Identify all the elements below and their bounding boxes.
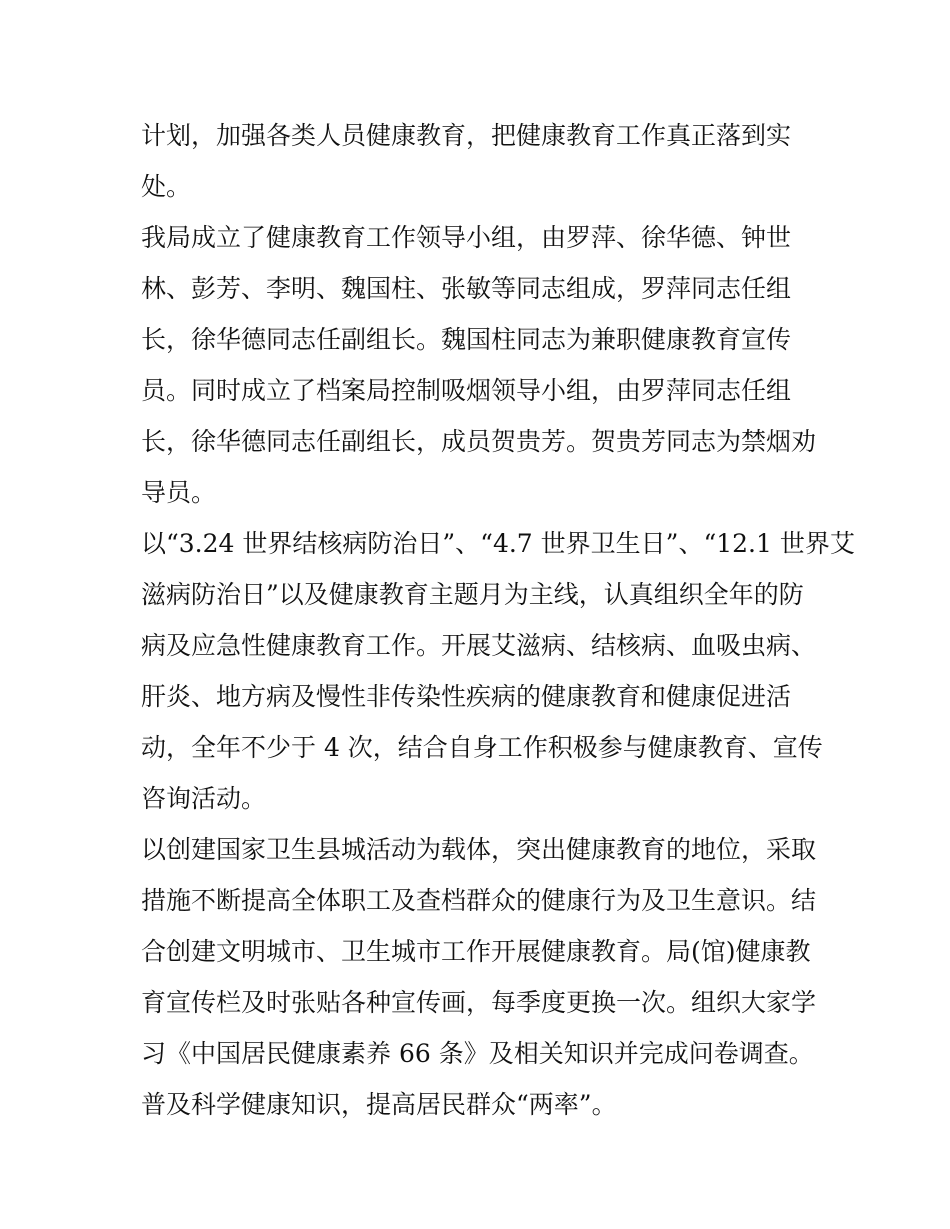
- text-line: 肝炎、地方病及慢性非传染性疾病的健康教育和健康促进活: [141, 682, 792, 711]
- text-line: 动，全年不少于 4 次，结合自身工作积极参与健康教育、宣传: [141, 733, 823, 762]
- text-line: 我局成立了健康教育工作领导小组，由罗萍、徐华德、钟世: [141, 223, 792, 252]
- text-line: 以创建国家卫生县城活动为载体，突出健康教育的地位，采取: [141, 835, 817, 864]
- text-line: 育宣传栏及时张贴各种宣传画，每季度更换一次。组织大家学: [141, 988, 817, 1017]
- text-line: 滋病防治日”以及健康教育主题月为主线，认真组织全年的防: [141, 580, 804, 609]
- text-line: 咨询活动。: [141, 784, 267, 813]
- text-line: 合创建文明城市、卫生城市工作开展健康教育。局(馆)健康教: [141, 937, 811, 966]
- text-line: 导员。: [141, 478, 217, 507]
- text-line: 员。同时成立了档案局控制吸烟领导小组，由罗萍同志任组: [141, 376, 792, 405]
- paragraph-3: [141, 518, 855, 824]
- text-line: 措施不断提高全体职工及查档群众的健康行为及卫生意识。结: [141, 886, 817, 915]
- text-line: 普及科学健康知识，提高居民群众“两率”。: [141, 1090, 617, 1119]
- paragraph-2: [141, 212, 821, 518]
- document-body: [141, 110, 855, 1130]
- paragraph-1: [141, 110, 821, 212]
- text-line: 计划，加强各类人员健康教育，把健康教育工作真正落到实: [141, 121, 792, 150]
- text-line: 习《中国居民健康素养 66 条》及相关知识并完成问卷调查。: [141, 1039, 814, 1068]
- text-line: 处。: [141, 172, 192, 201]
- text-line: 长，徐华德同志任副组长。魏国柱同志为兼职健康教育宣传: [141, 325, 792, 354]
- text-line: 林、彭芳、李明、魏国柱、张敏等同志组成，罗萍同志任组: [141, 274, 792, 303]
- text-line: 以“3.24 世界结核病防治日”、“4.7 世界卫生日”、“12.1 世界艾: [141, 529, 855, 558]
- text-line: 长，徐华德同志任副组长，成员贺贵芳。贺贵芳同志为禁烟劝: [141, 427, 817, 456]
- text-line: 病及应急性健康教育工作。开展艾滋病、结核病、血吸虫病、: [141, 631, 817, 660]
- paragraph-4: [141, 824, 821, 1130]
